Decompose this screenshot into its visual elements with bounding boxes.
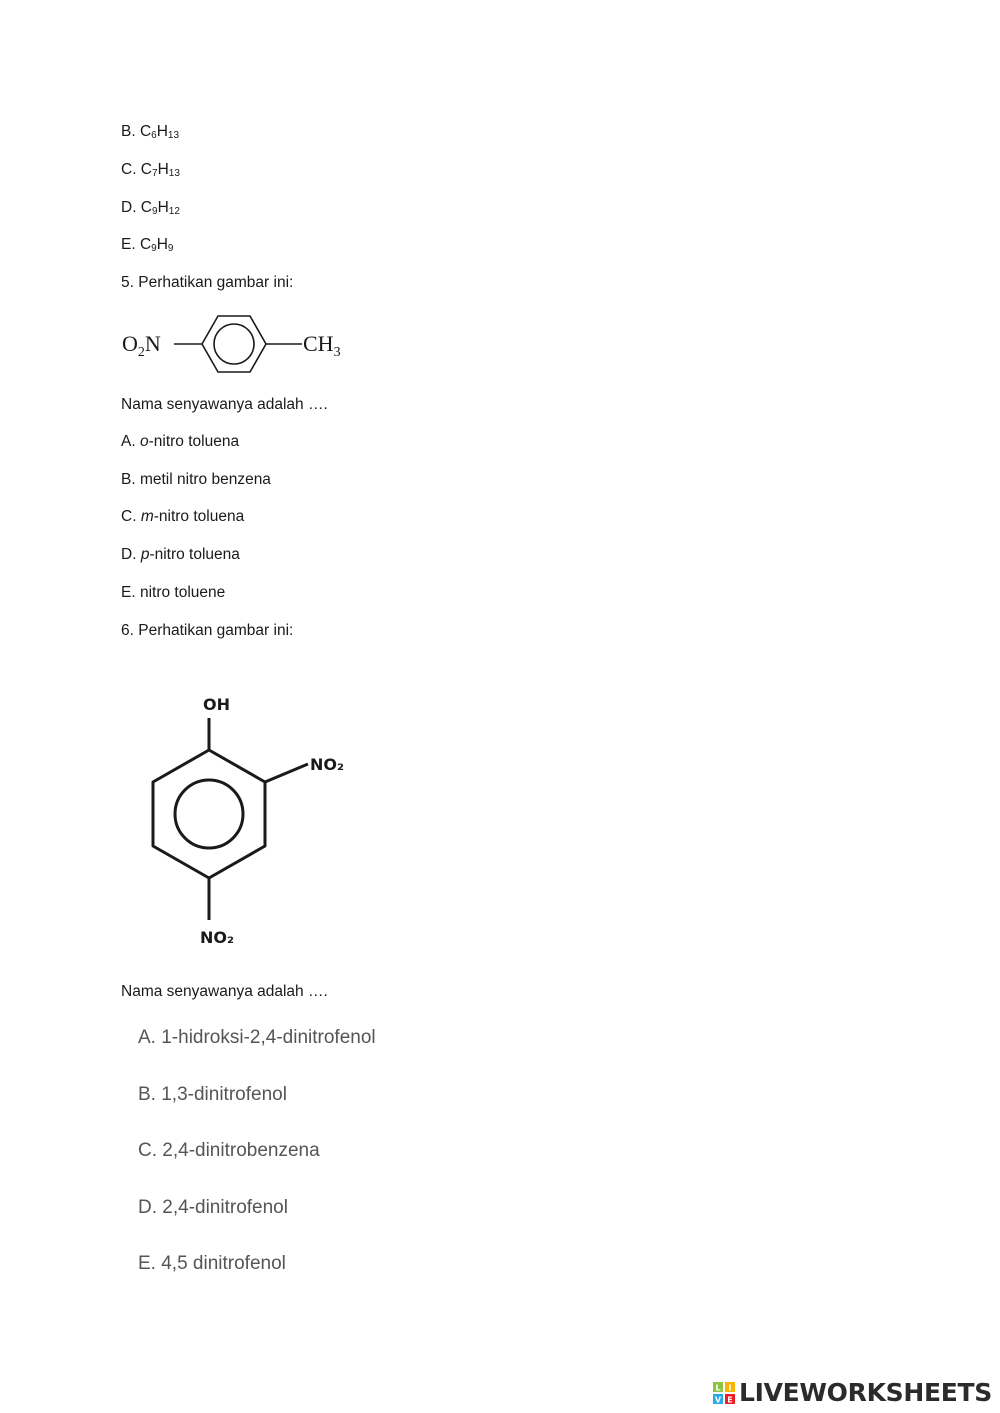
svg-text:V: V [714, 1395, 722, 1404]
q5-option-a: A. o-nitro toluena [121, 433, 240, 450]
svg-text:L: L [715, 1383, 721, 1392]
q6-option-b: B. 1,3-dinitrofenol [138, 1084, 287, 1105]
q5-option-e: E. nitro toluene [121, 584, 226, 601]
q6-molecule [140, 688, 370, 953]
q6-oh-label: OH [203, 695, 230, 714]
q6-prompt: 6. Perhatikan gambar ini: [121, 622, 294, 639]
svg-text:O2N: $O_2N$ [122, 331, 161, 360]
liveworksheets-logo [713, 1378, 992, 1407]
q4-option-e: E. $C_9H_9$ [121, 236, 174, 254]
svg-text:E: E [727, 1395, 733, 1404]
q6-question: Nama senyawanya adalah …. [121, 983, 328, 1000]
q6-option-c: C. 2,4-dinitrobenzena [138, 1140, 320, 1161]
q4-option-c: C. $C_7H_{13}$ [121, 161, 180, 179]
q6-no2-right-bond [265, 764, 308, 782]
q4-option-b: B. $C_6H_{13}$ [121, 123, 180, 141]
q6-option-e: E. 4,5 dinitrofenol [138, 1253, 286, 1274]
q4-option-d: D. $C_9H_{12}$ [121, 199, 180, 217]
liveworksheets-brand-text: LIVEWORKSHEETS [738, 1378, 992, 1407]
q5-option-b: B. metil nitro benzena [121, 471, 271, 488]
q6-aromatic-circle [175, 780, 243, 848]
q5-option-d: D. p-nitro toluena [121, 546, 240, 563]
q5-aromatic-circle [214, 324, 254, 364]
q5-question: Nama senyawanya adalah …. [121, 396, 328, 413]
q6-option-a: A. 1-hidroksi-2,4-dinitrofenol [138, 1027, 376, 1048]
q5-molecule [118, 308, 368, 382]
liveworksheets-logo-icon [713, 1382, 735, 1404]
q5-left-group-label [122, 331, 161, 360]
svg-text:I: I [728, 1383, 732, 1392]
q6-option-d: D. 2,4-dinitrofenol [138, 1197, 288, 1218]
q6-no2-bottom-label: NO₂ [200, 928, 234, 947]
q6-benzene-ring [153, 750, 265, 878]
q6-no2-right-label: NO₂ [310, 755, 344, 774]
q5-option-c: C. m-nitro toluena [121, 508, 245, 525]
svg-text:CH3: $CH_3$ [303, 331, 341, 360]
q5-right-group-label [303, 331, 341, 360]
q5-prompt: 5. Perhatikan gambar ini: [121, 274, 294, 291]
